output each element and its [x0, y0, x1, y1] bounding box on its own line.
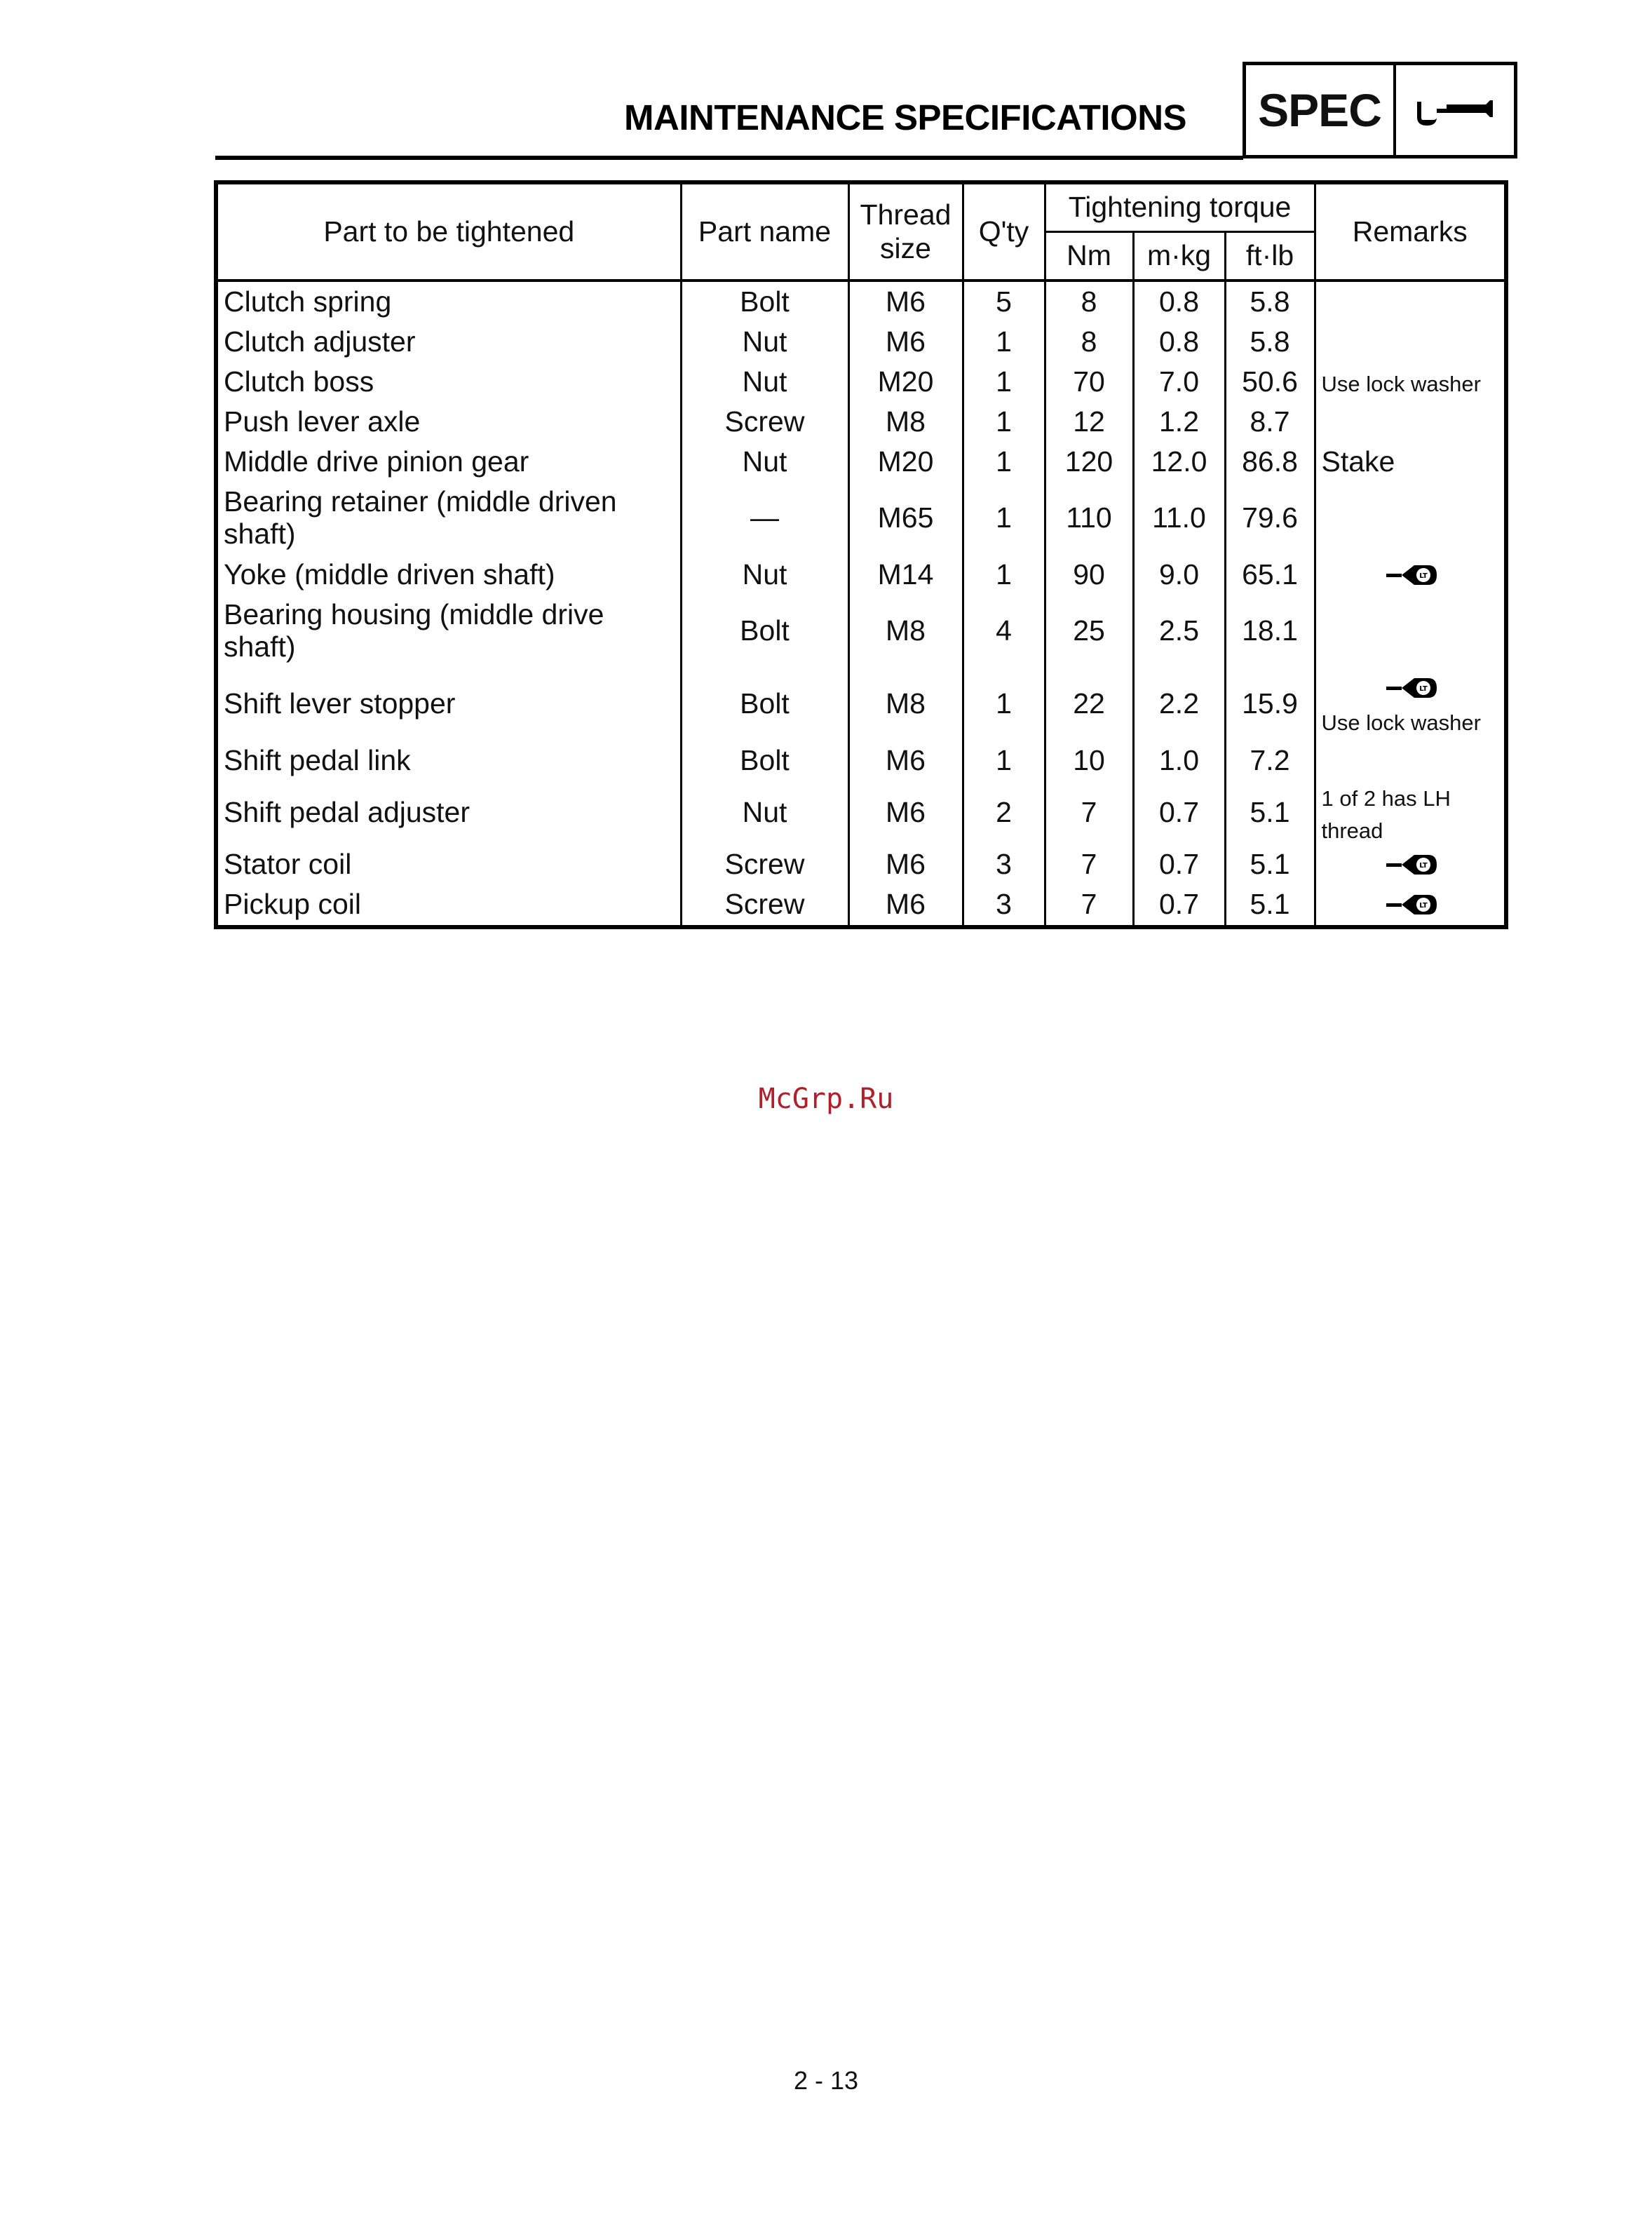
remark-text: Stake [1321, 445, 1395, 478]
torque-mkg-cell: 12.0 [1133, 442, 1225, 482]
thread-size-cell: M20 [848, 362, 963, 402]
table-row [216, 281, 1506, 322]
part-name-cell: Bolt [681, 281, 848, 322]
torque-nm-cell: 7 [1045, 781, 1133, 845]
header-mkg: m·kg [1133, 232, 1225, 281]
part-cell: Clutch spring [216, 281, 681, 322]
remarks-cell [1315, 845, 1506, 885]
header-part: Part to be tightened [216, 182, 681, 281]
quantity-cell: 3 [963, 845, 1045, 885]
svg-text:LT: LT [1419, 685, 1428, 694]
part-cell: Shift pedal link [216, 741, 681, 781]
part-name-cell: Nut [681, 362, 848, 402]
thread-size-cell: M6 [848, 845, 963, 885]
part-name-cell: Screw [681, 885, 848, 927]
torque-ftlb-cell: 5.1 [1225, 845, 1315, 885]
torque-mkg-cell: 0.7 [1133, 781, 1225, 845]
torque-mkg-cell: 2.5 [1133, 595, 1225, 668]
part-cell: Shift lever stopper [216, 668, 681, 741]
spec-label: SPEC [1246, 65, 1396, 155]
header-ftlb: ft·lb [1225, 232, 1315, 281]
table-row [216, 668, 1506, 741]
table-row [216, 781, 1506, 845]
header-tightening-torque: Tightening torque [1045, 182, 1315, 232]
torque-nm-cell: 110 [1045, 482, 1133, 555]
quantity-cell: 4 [963, 595, 1045, 668]
quantity-cell: 1 [963, 482, 1045, 555]
quantity-cell: 2 [963, 781, 1045, 845]
torque-nm-cell: 7 [1045, 885, 1133, 927]
quantity-cell: 1 [963, 322, 1045, 362]
table-row [216, 885, 1506, 927]
torque-nm-cell: 8 [1045, 322, 1133, 362]
quantity-cell: 1 [963, 402, 1045, 442]
watermark: McGrp.Ru [758, 1083, 894, 1115]
torque-mkg-cell: 0.7 [1133, 845, 1225, 885]
thread-size-cell: M6 [848, 741, 963, 781]
thread-size-cell: M6 [848, 885, 963, 927]
torque-mkg-cell: 1.2 [1133, 402, 1225, 442]
table-row [216, 442, 1506, 482]
torque-mkg-cell: 0.8 [1133, 322, 1225, 362]
locktite-icon [1322, 848, 1503, 882]
table-row [216, 845, 1506, 885]
torque-nm-cell: 90 [1045, 555, 1133, 595]
thread-size-cell: M6 [848, 322, 963, 362]
remark-text: 1 of 2 has LH thread [1321, 786, 1451, 843]
svg-text:LT: LT [1419, 572, 1428, 580]
svg-text:LT: LT [1419, 902, 1428, 910]
thread-size-cell: M8 [848, 402, 963, 442]
quantity-cell: 1 [963, 555, 1045, 595]
header-quantity: Q'ty [963, 182, 1045, 281]
part-cell: Push lever axle [216, 402, 681, 442]
torque-ftlb-cell: 18.1 [1225, 595, 1315, 668]
quantity-cell: 3 [963, 885, 1045, 927]
thread-size-cell: M6 [848, 281, 963, 322]
header-part-name: Part name [681, 182, 848, 281]
part-name-cell: Bolt [681, 595, 848, 668]
part-cell: Stator coil [216, 845, 681, 885]
quantity-cell: 1 [963, 668, 1045, 741]
thread-size-cell: M14 [848, 555, 963, 595]
locktite-icon [1322, 671, 1503, 705]
part-name-cell: Nut [681, 555, 848, 595]
remarks-cell [1315, 482, 1506, 555]
part-cell: Pickup coil [216, 885, 681, 927]
table-row [216, 482, 1506, 555]
remarks-cell [1315, 362, 1506, 402]
part-name-cell: Screw [681, 845, 848, 885]
torque-wrench-icon [1396, 65, 1514, 155]
part-cell: Clutch boss [216, 362, 681, 402]
torque-ftlb-cell: 5.8 [1225, 281, 1315, 322]
remarks-cell [1315, 885, 1506, 927]
spec-section-badge [1243, 62, 1517, 158]
locktite-icon [1322, 558, 1503, 592]
tightening-torque-table [214, 180, 1508, 929]
quantity-cell: 1 [963, 442, 1045, 482]
table-header [216, 182, 1506, 281]
torque-nm-cell: 120 [1045, 442, 1133, 482]
remarks-cell [1315, 281, 1506, 322]
torque-ftlb-cell: 15.9 [1225, 668, 1315, 741]
remarks-cell [1315, 668, 1506, 741]
part-cell: Shift pedal adjuster [216, 781, 681, 845]
torque-ftlb-cell: 8.7 [1225, 402, 1315, 442]
part-name-cell: Nut [681, 442, 848, 482]
torque-ftlb-cell: 79.6 [1225, 482, 1315, 555]
thread-size-cell: M8 [848, 668, 963, 741]
part-name-cell: — [681, 482, 848, 555]
torque-ftlb-cell: 5.1 [1225, 885, 1315, 927]
torque-nm-cell: 25 [1045, 595, 1133, 668]
torque-nm-cell: 22 [1045, 668, 1133, 741]
remarks-cell [1315, 402, 1506, 442]
svg-text:LT: LT [1419, 862, 1428, 870]
torque-mkg-cell: 11.0 [1133, 482, 1225, 555]
part-cell: Yoke (middle driven shaft) [216, 555, 681, 595]
remark-text: Use lock washer [1321, 710, 1481, 736]
part-cell: Bearing housing (middle drive shaft) [216, 595, 681, 668]
thread-size-cell: M20 [848, 442, 963, 482]
table-body [216, 281, 1506, 927]
torque-nm-cell: 12 [1045, 402, 1133, 442]
table-row [216, 362, 1506, 402]
header-thread-size: Thread size [848, 182, 963, 281]
torque-nm-cell: 70 [1045, 362, 1133, 402]
torque-ftlb-cell: 7.2 [1225, 741, 1315, 781]
part-name-cell: Nut [681, 781, 848, 845]
torque-ftlb-cell: 65.1 [1225, 555, 1315, 595]
remarks-cell [1315, 741, 1506, 781]
torque-mkg-cell: 9.0 [1133, 555, 1225, 595]
table-row [216, 741, 1506, 781]
torque-ftlb-cell: 86.8 [1225, 442, 1315, 482]
part-name-cell: Nut [681, 322, 848, 362]
remarks-cell [1315, 322, 1506, 362]
torque-mkg-cell: 7.0 [1133, 362, 1225, 402]
torque-ftlb-cell: 50.6 [1225, 362, 1315, 402]
remarks-cell [1315, 442, 1506, 482]
quantity-cell: 1 [963, 362, 1045, 402]
table-row [216, 322, 1506, 362]
remarks-cell [1315, 555, 1506, 595]
part-name-cell: Screw [681, 402, 848, 442]
quantity-cell: 1 [963, 741, 1045, 781]
table-row [216, 555, 1506, 595]
torque-mkg-cell: 1.0 [1133, 741, 1225, 781]
header-nm: Nm [1045, 232, 1133, 281]
table-row [216, 595, 1506, 668]
thread-size-cell: M65 [848, 482, 963, 555]
part-cell: Middle drive pinion gear [216, 442, 681, 482]
torque-mkg-cell: 0.8 [1133, 281, 1225, 322]
header-remarks: Remarks [1315, 182, 1506, 281]
torque-mkg-cell: 2.2 [1133, 668, 1225, 741]
page-title: MAINTENANCE SPECIFICATIONS [624, 97, 1187, 137]
torque-ftlb-cell: 5.1 [1225, 781, 1315, 845]
torque-mkg-cell: 0.7 [1133, 885, 1225, 927]
torque-nm-cell: 7 [1045, 845, 1133, 885]
page-number: 2 - 13 [793, 2066, 859, 2095]
part-cell: Clutch adjuster [216, 322, 681, 362]
thread-size-cell: M6 [848, 781, 963, 845]
torque-nm-cell: 10 [1045, 741, 1133, 781]
remarks-cell [1315, 781, 1506, 845]
part-name-cell: Bolt [681, 741, 848, 781]
title-underline [215, 156, 1243, 160]
torque-ftlb-cell: 5.8 [1225, 322, 1315, 362]
locktite-icon [1322, 888, 1503, 922]
table-row [216, 402, 1506, 442]
part-name-cell: Bolt [681, 668, 848, 741]
torque-nm-cell: 8 [1045, 281, 1133, 322]
quantity-cell: 5 [963, 281, 1045, 322]
remarks-cell [1315, 595, 1506, 668]
part-cell: Bearing retainer (middle driven shaft) [216, 482, 681, 555]
remark-text: Use lock washer [1321, 371, 1481, 396]
thread-size-cell: M8 [848, 595, 963, 668]
